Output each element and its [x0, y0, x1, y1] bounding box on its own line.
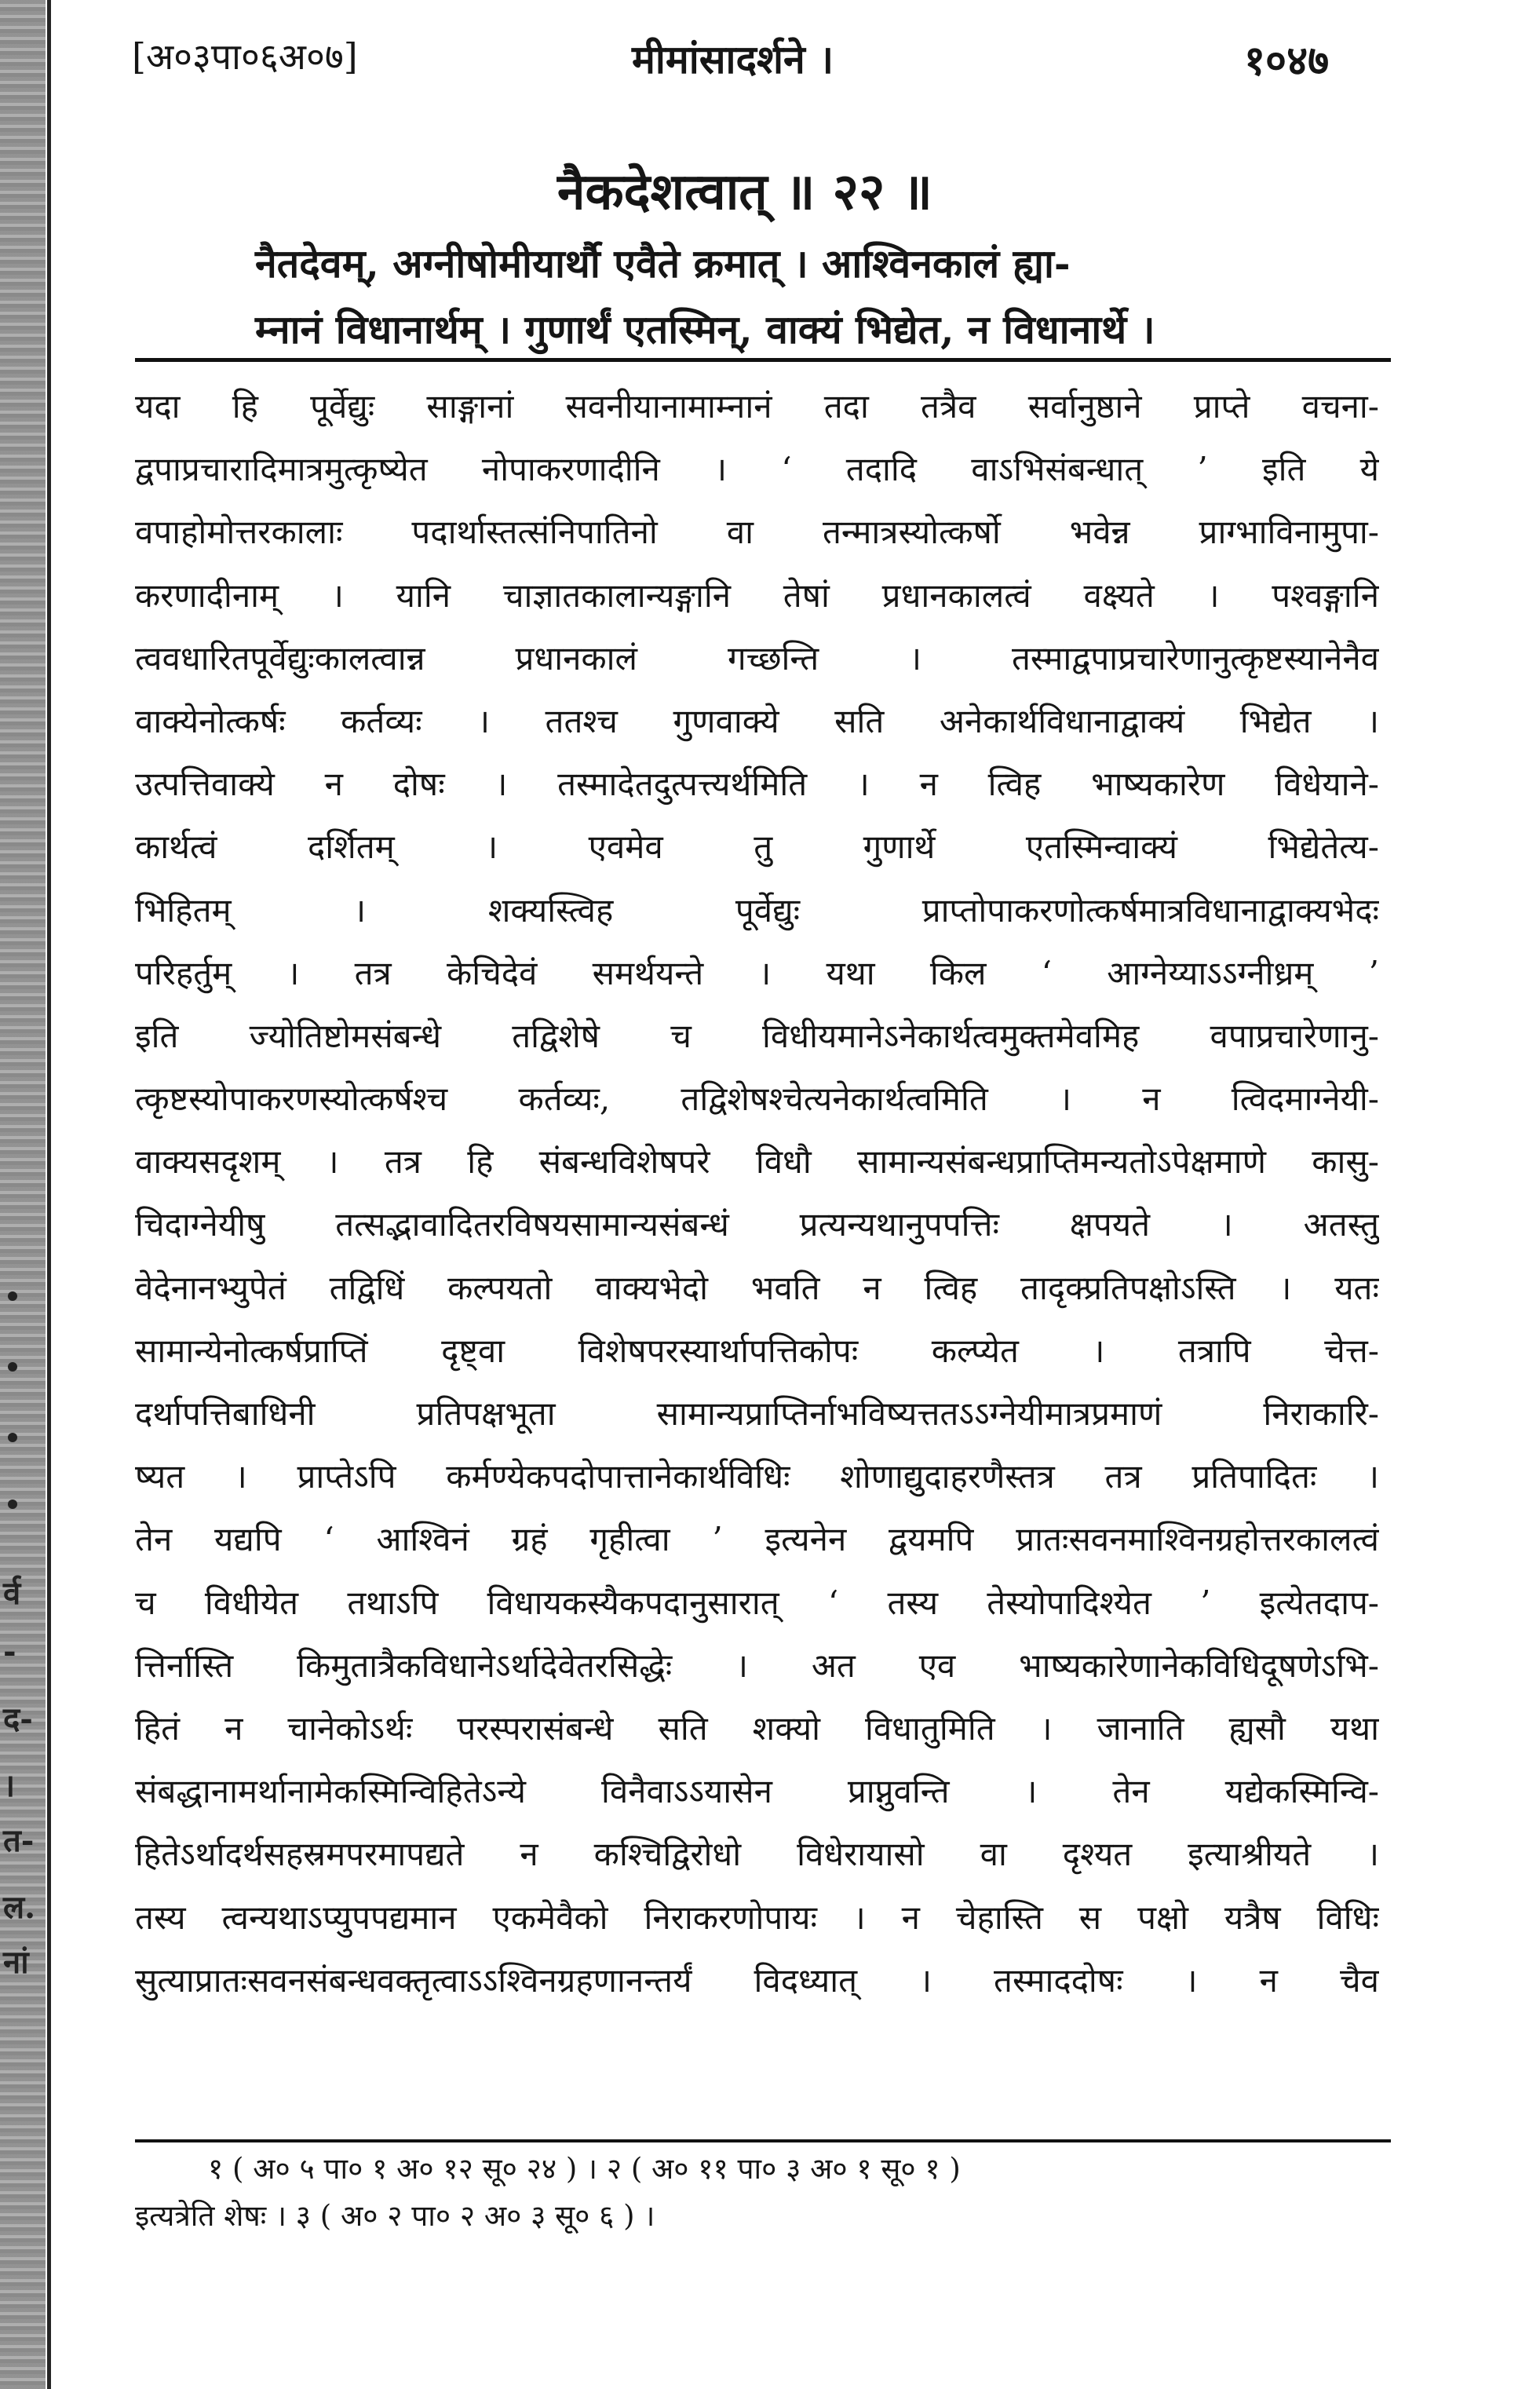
commentary-line: उत्पत्तिवाक्ये न दोषः । तस्मादेतदुत्पत्त्यर्थमिति । न त्विह भाष्यकारेण विधेयाने-	[135, 765, 1379, 804]
commentary-line: चिदाग्नेयीषु तत्सद्भावादितरविषयसामान्यसंबन्धं प्रत्यन्यथानुपपत्तिः क्षपयते । अतस्तु	[135, 1205, 1379, 1244]
commentary-line: इति ज्योतिष्टोमसंबन्धे तद्विशेषे च विधीयमानेऽनेकार्थत्वमुक्तमेवमिह वपाप्रचारेणानु-	[135, 1016, 1379, 1055]
commentary-line: यदा हि पूर्वेद्युः साङ्गानां सवनीयानामाम्नानं तदा तत्रैव सर्वानुष्ठाने प्राप्ते वचना-	[135, 387, 1379, 426]
commentary-line: परिहर्तुम् । तत्र केचिदेवं समर्थयन्ते । यथा किल ‘ आग्नेय्याऽऽग्नीध्रम् ’	[135, 953, 1379, 992]
commentary-line: त्ववधारितपूर्वेद्युःकालत्वान्न प्रधानकालं गच्छन्ति । तस्माद्वपाप्रचारेणानुत्कृष्टस्यानेनैव	[135, 638, 1379, 678]
sutra-heading: नैकदेशत्वात् ॥ २२ ॥	[557, 163, 932, 221]
commentary-line: सामान्येनोत्कर्षप्राप्तिं दृष्ट्वा विशेषपरस्यार्थापत्तिकोपः कल्प्येत । तत्रापि चेत्त-	[135, 1331, 1379, 1370]
footnote-line: १ ( अ० ५ पा० १ अ० १२ सू० २४ ) । २ ( अ० ११ पा० ३ अ० १ सू० १ )	[208, 2152, 961, 2186]
commentary-line: वाक्यसदृशम् । तत्र हि संबन्धविशेषपरे विधौ सामान्यसंबन्धप्राप्तिमन्यतोऽपेक्षमाणे कासु-	[135, 1142, 1379, 1182]
commentary-line: त्तिर्नास्ति किमुतात्रैकविधानेऽर्थादेवेतरसिद्धेः । अत एव भाष्यकारेणानेकविधिदूषणेऽभि-	[135, 1646, 1379, 1685]
commentary-line: करणादीनाम् । यानि चाज्ञातकालान्यङ्गानि तेषां प्रधानकालत्वं वक्ष्यते । पश्वङ्गानि	[135, 575, 1379, 615]
margin-dot	[8, 1433, 17, 1442]
footnote-divider-rule	[135, 2139, 1391, 2142]
commentary-line: तेन यद्यपि ‘ आश्विनं ग्रहं गृहीत्वा ’ इत्यनेन द्वयमपि प्रातःसवनमाश्विनग्रहोत्तरकालत्वं	[135, 1520, 1379, 1559]
commentary-line: हितेऽर्थादर्थसहस्रमपरमापद्यते न कश्चिद्विरोधो विधेरायासो वा दृश्यत इत्याश्रीयते ।	[135, 1835, 1379, 1874]
margin-fragment: र्व	[3, 1575, 21, 1612]
footnote-line: इत्यत्रेति शेषः । ३ ( अ० २ पा० २ अ० ३ सू० ६ ) ।	[135, 2199, 655, 2233]
commentary-line: त्कृष्टस्योपाकरणस्योत्कर्षश्च कर्तव्यः, तद्विशेषश्चेत्यनेकार्थत्वमिति । न त्विदमाग्नेयी-	[135, 1079, 1379, 1119]
margin-fragment: ।	[3, 1767, 16, 1804]
commentary-line: द्वपाप्रचारादिमात्रमुत्कृष्येत नोपाकरणादीनि । ‘ तदादि वाऽभिसंबन्धात् ’ इति ये	[135, 450, 1379, 489]
binding-shadow-line	[47, 0, 51, 2389]
margin-fragment: ल.	[3, 1889, 36, 1926]
bhasya-line: म्नानं विधानार्थम् । गुणार्थं एतस्मिन्, वाक्यं भिद्येत, न विधानार्थे ।	[255, 306, 1155, 353]
commentary-line: सुत्याप्रातःसवनसंबन्धवक्तृत्वाऽऽश्विनग्रहणानन्तर्यं विदध्यात् । तस्माददोषः । न चैव	[135, 1960, 1379, 2000]
margin-fragment: द-	[3, 1700, 33, 1737]
margin-fragment: -	[3, 1633, 16, 1670]
commentary-line: हितं न चानेकोऽर्थः परस्परासंबन्धे सति शक्यो विधातुमिति । जानाति ह्यसौ यथा	[135, 1708, 1379, 1748]
commentary-line: तस्य त्वन्यथाऽप्युपपद्यमान एकमेवैको निराकरणोपायः । न चेहास्ति स पक्षो यत्रैष विधिः	[135, 1898, 1379, 1937]
commentary-line: कार्थत्वं दर्शितम् । एवमेव तु गुणार्थे एतस्मिन्वाक्यं भिद्येतेत्य-	[135, 827, 1379, 867]
bhasya-line: नैतदेवम्, अग्नीषोमीयार्थौ एवैते क्रमात् । आश्विनकालं ह्या-	[255, 240, 1071, 287]
commentary-block	[135, 375, 1379, 2012]
page-number: १०४७	[1244, 37, 1330, 85]
binding-edge	[0, 0, 46, 2389]
margin-dot	[8, 1291, 17, 1301]
margin-fragment: त-	[3, 1822, 35, 1859]
margin-dot	[8, 1500, 17, 1509]
commentary-line: दर्थापत्तिबाधिनी प्रतिपक्षभूता सामान्यप्राप्तिर्नाभविष्यत्ततऽऽग्नेयीमात्रप्रमाणं निराकारि-	[135, 1394, 1379, 1433]
bhasya-divider-rule	[135, 358, 1391, 362]
commentary-line: वपाहोमोत्तरकालाः पदार्थास्तत्संनिपातिनो वा तन्मात्रस्योत्कर्षो भवेन्न प्राग्भाविनामुपा-	[135, 513, 1379, 552]
commentary-line: वेदेनानभ्युपेतं तद्विधिं कल्पयतो वाक्यभेदो भवति न त्विह तादृक्प्रतिपक्षोऽस्ति । यतः	[135, 1268, 1379, 1307]
commentary-line: संबद्धानामर्थानामेकस्मिन्विहितेऽन्ये विनैवाऽऽयासेन प्राप्नुवन्ति । तेन यद्येकस्मिन्वि-	[135, 1772, 1379, 1811]
margin-fragment: नां	[3, 1944, 29, 1981]
running-title: मीमांसादर्शने ।	[632, 36, 834, 82]
commentary-line: ष्यत । प्राप्तेऽपि कर्मण्येकपदोपात्तानेकार्थविधिः शोणाद्युदाहरणैस्तत्र तत्र प्रतिपादितः ।	[135, 1457, 1379, 1496]
commentary-line: भिहितम् । शक्यस्त्विह पूर्वेद्युः प्राप्तोपाकरणोत्कर्षमात्रविधानाद्वाक्यभेदः	[135, 890, 1379, 930]
section-reference: [अ०३पा०६अ०७]	[132, 35, 358, 78]
commentary-line: च विधीयेत तथाऽपि विधायकस्यैकपदानुसारात् ‘ तस्य तेस्योपादिश्येत ’ इत्येतदाप-	[135, 1583, 1379, 1622]
margin-dot	[8, 1362, 17, 1372]
commentary-line: वाक्येनोत्कर्षः कर्तव्यः । ततश्च गुणवाक्ये सति अनेकार्थविधानाद्वाक्यं भिद्येत ।	[135, 701, 1379, 740]
